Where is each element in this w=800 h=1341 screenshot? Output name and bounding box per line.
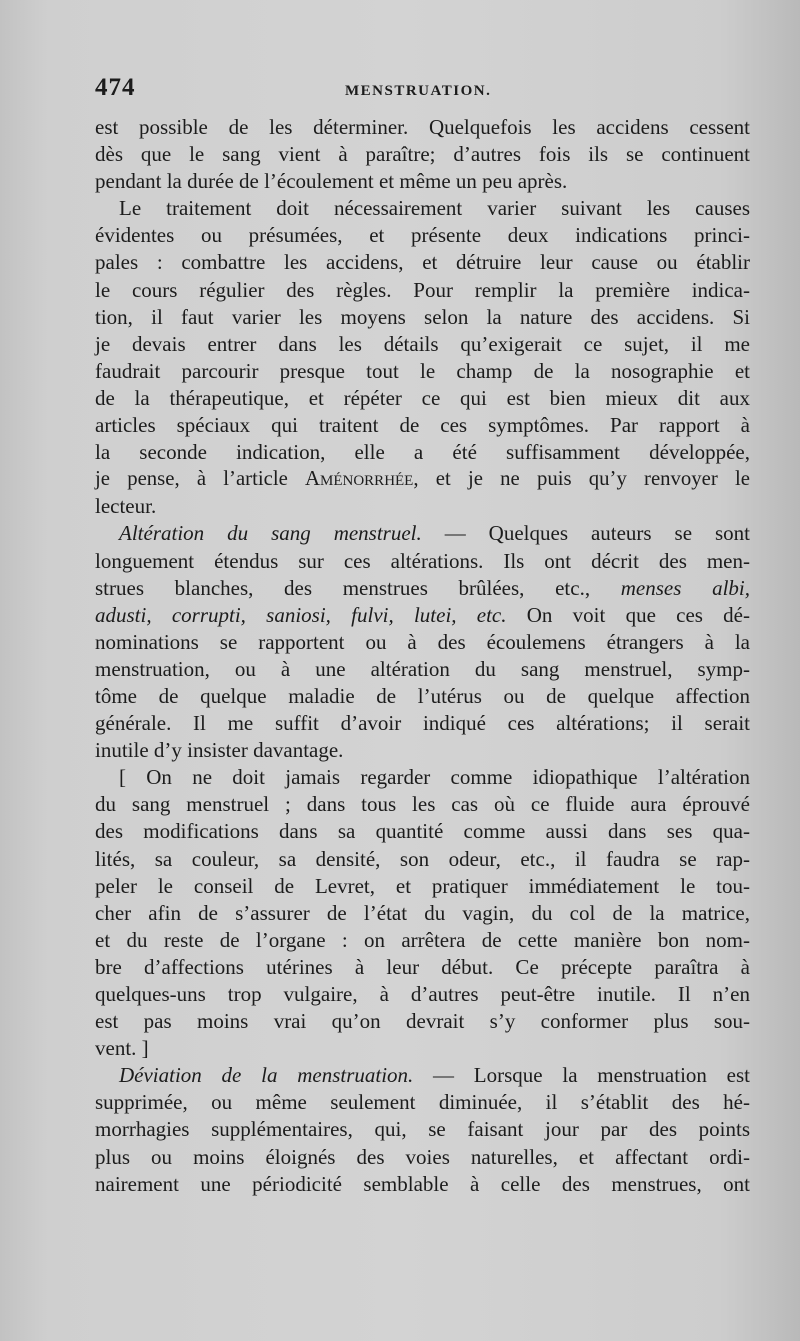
text-line: vent. ] [95, 1036, 149, 1061]
text-line: faudrait parcourir presque tout le champ de la nosographie et [95, 358, 750, 383]
text-line-with-latin [95, 575, 750, 602]
text-line: bre d’affections utérines à leur début. Ce précepte paraîtra à [95, 954, 750, 979]
text-line: lités, sa couleur, sa densité, son odeur, etc., il faudra se rap- [95, 846, 750, 871]
text-line: tion, il faut varier les moyens selon la nature des accidens. Si [95, 304, 750, 329]
text-line: je devais entrer dans les détails qu’exigerait ce sujet, il me [95, 331, 750, 356]
text-fragment: — Quelques auteurs se sont [421, 521, 750, 546]
text-line: est possible de les déterminer. Quelquefois les accidens cessent [95, 115, 750, 139]
section-heading: Altération du sang menstruel. [119, 521, 422, 546]
text-line: supprimée, ou même seulement diminuée, il s’établit des hé- [95, 1090, 750, 1115]
text-line: menstruation, ou à une altération du sang menstruel, symp- [95, 656, 750, 681]
text-line: dès que le sang vient à paraître; d’autres fois ils se continuent [95, 142, 750, 167]
text-line: de la thérapeutique, et répéter ce qui est bien mieux dit aux [95, 385, 750, 410]
text-fragment: je pense, à l’article [95, 468, 306, 491]
text-line: plus ou moins éloignés des voies naturelles, et affectant ordi- [95, 1144, 750, 1169]
text-fragment: — Lorsque la menstruation est [413, 1063, 750, 1088]
latin-terms: adusti, corrupti, saniosi, fulvi, lutei, etc. [95, 602, 507, 627]
text-fragment: strues blanches, des menstrues brûlées, etc., [95, 575, 621, 600]
section-heading: Déviation de la menstruation. [119, 1063, 414, 1088]
text-line-with-reference [95, 466, 750, 493]
running-title: MENSTRUATION. [345, 83, 492, 99]
text-line: morrhagies supplémentaires, qui, se faisant jour par des points [95, 1117, 750, 1142]
text-line: et du reste de l’organe : on arrêtera de cette manière bon nom- [95, 927, 750, 952]
cross-reference: Aménorrhée [305, 468, 414, 491]
text-line: peler le conseil de Levret, et pratiquer immédiatement le tou- [95, 873, 750, 898]
text-fragment: On voit que ces dé- [506, 602, 750, 627]
page-number: 474 [95, 74, 136, 101]
text-line: des modifications dans sa quantité comme aussi dans ses qua- [95, 819, 750, 844]
text-line: générale. Il me suffit d’avoir indiqué ces altérations; il serait [95, 711, 750, 736]
text-line: tôme de quelque maladie de l’utérus ou de quelque affection [95, 683, 750, 708]
text-line: Le traitement doit nécessairement varier suivant les causes [119, 196, 750, 221]
text-line: articles spéciaux qui traitent de ces symptômes. Par rapport à [95, 413, 750, 438]
text-line: le cours régulier des règles. Pour remplir la première indica- [95, 277, 750, 302]
text-line: [ On ne doit jamais regarder comme idiopathique l’altération [119, 765, 750, 790]
latin-terms: menses albi, [620, 575, 750, 600]
text-line: quelques-uns trop vulgaire, à d’autres peut-être inutile. Il n’en [95, 982, 750, 1006]
text-line: nominations se rapportent ou à des écoulemens étrangers à la [95, 629, 750, 654]
text-line: longuement étendus sur ces altérations. Ils ont décrit des men- [95, 548, 750, 573]
text-line: nairement une périodicité semblable à celle des menstrues, ont [95, 1171, 750, 1196]
text-line: pendant la durée de l’écoulement et même un peu après. [95, 169, 568, 194]
text-line: évidentes ou présumées, et présente deux indications princi- [95, 223, 750, 248]
text-line: inutile d’y insister davantage. [95, 738, 344, 763]
text-line-with-latin [95, 602, 750, 629]
text-line-with-heading [95, 520, 750, 547]
text-line: lecteur. [95, 494, 157, 519]
text-line: du sang menstruel ; dans tous les cas où ce fluide aura éprouvé [95, 792, 750, 817]
text-fragment: , et je ne puis qu’y renvoyer le [413, 468, 750, 491]
text-line: est pas moins vrai qu’on devrait s’y conformer plus sou- [95, 1009, 750, 1034]
text-line: la seconde indication, elle a été suffisamment développée, [95, 440, 750, 465]
body-text [95, 114, 750, 1198]
text-line-with-heading [95, 1062, 750, 1089]
text-line: cher afin de s’assurer de l’état du vagin, du col de la matrice, [95, 900, 750, 925]
text-line: pales : combattre les accidens, et détruire leur cause ou établir [95, 250, 750, 275]
